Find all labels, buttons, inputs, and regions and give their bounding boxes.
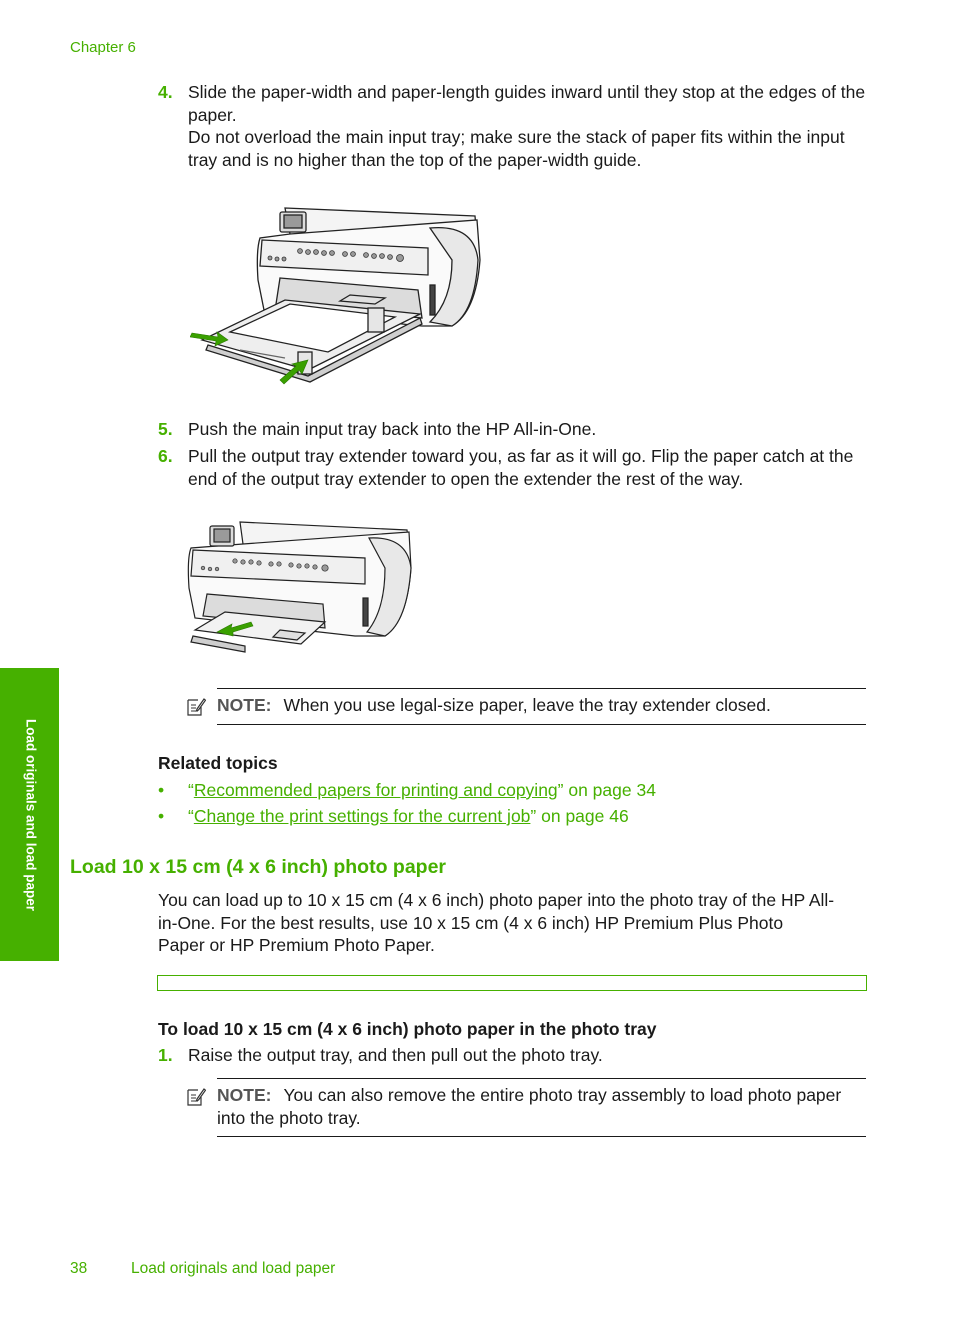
page-ref: ” on page 34 [557,780,656,800]
note-bottom-rule [217,1136,866,1137]
paragraph-line: in-One. For the best results, use 10 x 15 cm (4 x 6 inch) HP Premium Plus Photo [158,912,784,933]
paragraph-line: You can load up to 10 x 15 cm (4 x 6 inch) photo paper into the photo tray of the HP All- [158,890,835,910]
step-text-continued: Do not overload the main input tray; make sure the stack of paper fits within the input tray and is no higher than the top of the paper-width guide. [188,127,845,170]
step-number: 4. [158,82,173,102]
chapter-label: Chapter 6 [70,39,136,56]
step-number: 1. [158,1045,173,1065]
link-change-print-settings[interactable]: Change the print settings for the current job [193,806,531,826]
note-pencil-icon [186,1087,206,1107]
note-top-rule [217,688,866,689]
empty-outlined-box [157,975,867,991]
step-4 [158,81,866,171]
quote-open: “ [188,780,194,800]
step-text: Pull the output tray extender toward you, as far as it will go. Flip the paper catch at the end of the output tray extender to open the extender the rest of the way. [188,446,854,489]
link-recommended-papers[interactable]: Recommended papers for printing and copying [193,780,558,800]
printer-output-tray-illustration [185,518,417,658]
section-heading: Load 10 x 15 cm (4 x 6 inch) photo paper [70,856,447,878]
quote-open: “ [188,806,194,826]
paragraph-line: Paper or HP Premium Photo Paper. [158,935,435,955]
step-text: Push the main input tray back into the HP All-in-One. [188,419,597,439]
note-text: You can also remove the entire photo tray assembly to load photo paper [283,1085,842,1105]
bullet-icon: • [158,780,165,800]
note-label: NOTE: [217,1085,272,1105]
note-box [186,1078,866,1137]
note-top-rule [217,1078,866,1079]
side-chapter-tab [0,668,59,961]
footer-title: Load originals and load paper [131,1260,336,1277]
step-number: 5. [158,419,173,439]
step-6 [158,445,866,490]
step-number: 6. [158,446,173,466]
printer-input-tray-illustration [190,200,485,385]
step-text: Raise the output tray, and then pull out the photo tray. [188,1045,603,1065]
note-pencil-icon [186,697,206,717]
note-box [186,688,866,725]
step-text: Slide the paper-width and paper-length guides inward until they stop at the edges of the paper. [188,82,866,125]
procedure-step-1 [158,1044,866,1067]
note-text: When you use legal-size paper, leave the tray extender closed. [283,695,771,715]
procedure-heading: To load 10 x 15 cm (4 x 6 inch) photo paper in the photo tray [158,1019,657,1039]
note-bottom-rule [217,724,866,725]
section-paragraph [158,889,868,957]
step-5 [158,418,866,441]
note-label: NOTE: [217,695,272,715]
related-topics-heading: Related topics [158,753,278,773]
page-ref: ” on page 46 [530,806,629,826]
page-number: 38 [70,1260,88,1277]
side-tab-label: Load originals and load paper [22,718,38,911]
note-text-continued: into the photo tray. [217,1107,361,1128]
bullet-icon: • [158,806,165,826]
